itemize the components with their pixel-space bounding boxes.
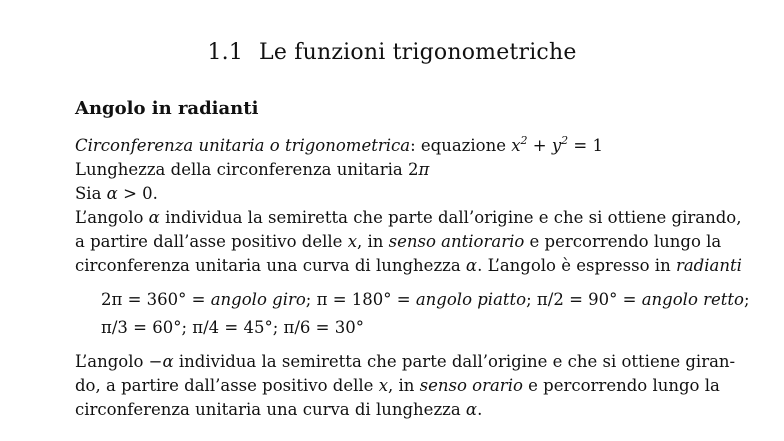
equation: $x^2 + y^2$ bbox=[511, 134, 569, 155]
para1-line2: a partire dall’asse positivo delle x, in senso antiorario e percorrendo lungo la bbox=[75, 232, 722, 251]
section-title: Le funzioni trigonometriche bbox=[259, 40, 577, 65]
para2-line3: circonferenza unitaria una curva di lunghezza α. bbox=[75, 400, 483, 419]
para1-line3: circonferenza unitaria una curva di lunghezza α. L’angolo è espresso in radianti bbox=[75, 256, 742, 275]
unit-circle-line: Circonferenza unitaria o trigonometrica: equazione $x^2 + y^2 = 1$ bbox=[75, 134, 603, 155]
section-number: 1.1 bbox=[207, 40, 244, 65]
equation-value: = 1 bbox=[573, 136, 603, 155]
math-line-2: π/3 = 60°; π/4 = 45°; π/6 = 30° bbox=[101, 318, 364, 337]
para1-line1: L’angolo α individua la semiretta che parte dall’origine e che si ottiene girando, bbox=[75, 208, 742, 227]
section-heading bbox=[0, 40, 784, 65]
alpha-condition-line: Sia α > 0. bbox=[75, 184, 158, 203]
unit-circle-term: Circonferenza unitaria o trigonometrica bbox=[75, 136, 411, 155]
para2-line2: do, a partire dall’asse positivo delle x, in senso orario e percorrendo lungo la bbox=[75, 376, 720, 395]
circumference-length-line: Lunghezza della circonferenza unitaria 2π bbox=[75, 160, 430, 179]
math-line-1: 2π = 360° = angolo giro; π = 180° = angolo piatto; π/2 = 90° = angolo retto; bbox=[101, 290, 750, 309]
para2-line1: L’angolo −α individua la semiretta che parte dall’origine e che si ottiene giran- bbox=[75, 352, 736, 371]
subsection-title: Angolo in radianti bbox=[75, 98, 259, 119]
